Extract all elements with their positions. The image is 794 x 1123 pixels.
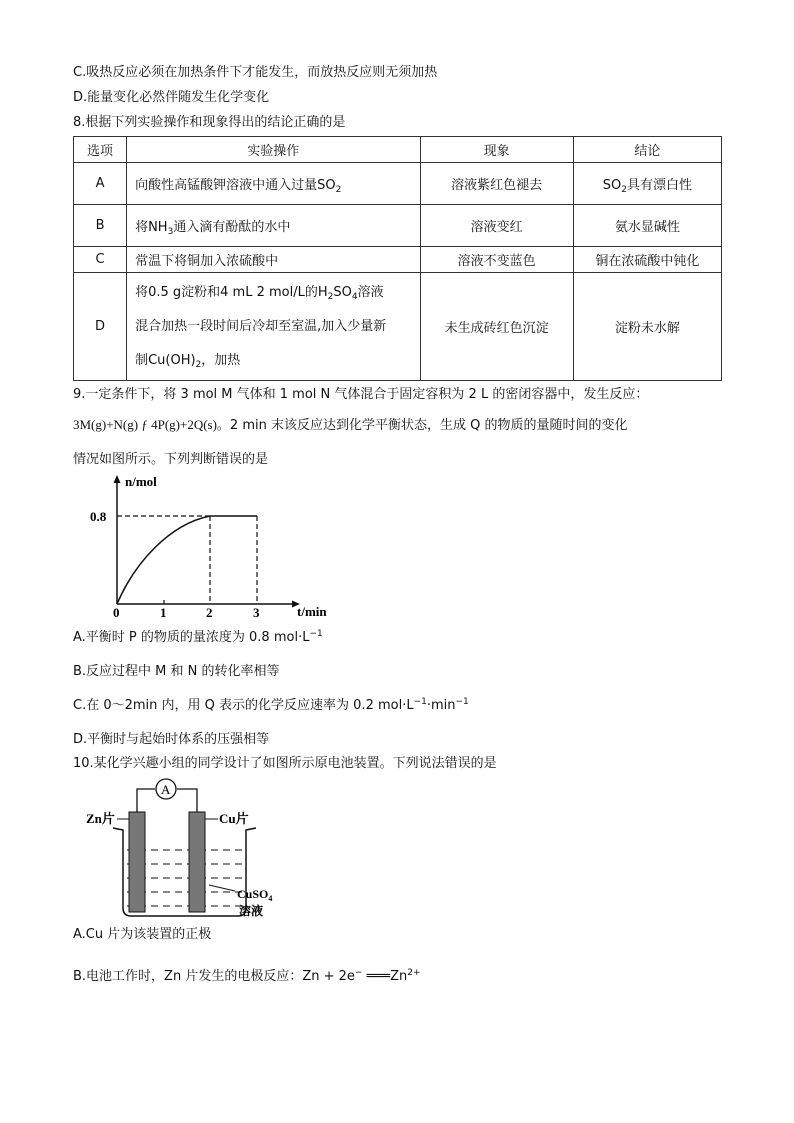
table-row <box>74 163 722 205</box>
circuit-wire <box>137 789 155 813</box>
row-operation: 将$NH_3$通入滴有酚酞的水中 <box>127 205 420 247</box>
cu-label: Cu片 <box>219 811 249 826</box>
row-option: B <box>74 205 127 247</box>
table-header-row <box>74 137 722 163</box>
x-tick-label: 2 <box>206 605 213 620</box>
x-tick-label: 0 <box>113 605 120 620</box>
table-row <box>74 247 722 273</box>
solution-label: 溶液 <box>239 904 264 918</box>
row-operation: 向酸性高锰酸钾溶液中通入过量$SO_2$ <box>127 163 420 205</box>
experiment-table <box>73 136 722 381</box>
q9-graph <box>85 472 345 622</box>
q-curve <box>117 516 210 604</box>
row-operation: 将0.5 g淀粉和4 mL 2 mol/L的$H_2SO_4$溶液 混合加热一段时间后冷却至室温,加入少量新 制$Cu(OH)_2$，加热 <box>127 273 420 381</box>
table-row <box>74 205 722 247</box>
y-axis-arrow <box>114 475 121 483</box>
q9-stem-line1: 9.一定条件下，将 3 mol M 气体和 1 mol N 气体混合于固定容积为 2 L 的密闭容器中，发生反应： <box>73 387 649 402</box>
q9-option-c: C.在 0～2min 内，用 Q 表示的化学反应速率为 0.2 $mol\cdot L^{-1}\cdot\min^{-1}$ <box>73 697 469 713</box>
table-row <box>74 273 722 381</box>
x-tick-label: 3 <box>253 605 260 620</box>
q9-stem-line2: 3M(g)+N(g) ƒ 4P(g)+2Q(s)。2 min 末该反应达到化学平衡状态，生成 Q 的物质的量随时间的变化 <box>73 417 628 433</box>
row-phenomenon: 溶液变红 <box>420 205 573 247</box>
q9-stem-line3: 情况如图所示。下列判断错误的是 <box>73 452 269 467</box>
q9-option-a: A.平衡时 P 的物质的量浓度为 0.8 $mol\cdot L^{-1}$ <box>73 629 323 645</box>
q10-stem: 10.某化学兴趣小组的同学设计了如图所示原电池装置。下列说法错误的是 <box>73 756 497 771</box>
zn-electrode <box>129 812 145 912</box>
row-phenomenon: 溶液紫红色褪去 <box>420 163 573 205</box>
q9-option-b: B.反应过程中 M 和 N 的转化率相等 <box>73 664 280 679</box>
q10-battery-figure <box>83 778 283 923</box>
row-conclusion: $SO_2$具有漂白性 <box>573 163 721 205</box>
row-conclusion: 氨水显碱性 <box>573 205 721 247</box>
row-phenomenon: 未生成砖红色沉淀 <box>420 273 573 381</box>
q9-option-d: D.平衡时与起始时体系的压强相等 <box>73 732 270 747</box>
header-phenomenon: 现象 <box>420 137 573 163</box>
q10-option-b: B.电池工作时，Zn 片发生的电极反应：Zn + 2e− $═══Zn^{2+}$ <box>73 968 421 984</box>
q7-option-c: C.吸热反应必须在加热条件下才能发生，而放热反应则无须加热 <box>73 65 438 80</box>
row-phenomenon: 溶液不变蓝色 <box>420 247 573 273</box>
header-operation: 实验操作 <box>127 137 420 163</box>
cu-electrode <box>189 812 205 912</box>
y-axis-label: n/mol <box>125 474 157 489</box>
row-option: C <box>74 247 127 273</box>
x-axis-label: t/min <box>297 604 327 619</box>
row-option: A <box>74 163 127 205</box>
row-conclusion: 淀粉未水解 <box>573 273 721 381</box>
zn-label: Zn片 <box>86 811 115 826</box>
row-option: D <box>74 273 127 381</box>
q8-stem: 8.根据下列实验操作和现象得出的结论正确的是 <box>73 115 346 130</box>
y-tick-label: 0.8 <box>90 509 107 524</box>
cuso4-label: CuSO$_4$ <box>237 887 273 903</box>
row-conclusion: 铜在浓硫酸中钝化 <box>573 247 721 273</box>
q9-equation: 3M(g)+N(g) ƒ 4P(g)+2Q(s) <box>73 417 217 432</box>
ammeter-label: A <box>161 782 171 797</box>
row-operation: 常温下将铜加入浓硫酸中 <box>127 247 420 273</box>
header-conclusion: 结论 <box>573 137 721 163</box>
q10-option-a: A.Cu 片为该装置的正极 <box>73 927 212 942</box>
header-option: 选项 <box>74 137 127 163</box>
x-tick-label: 1 <box>160 605 167 620</box>
q7-option-d: D.能量变化必然伴随发生化学变化 <box>73 90 270 105</box>
